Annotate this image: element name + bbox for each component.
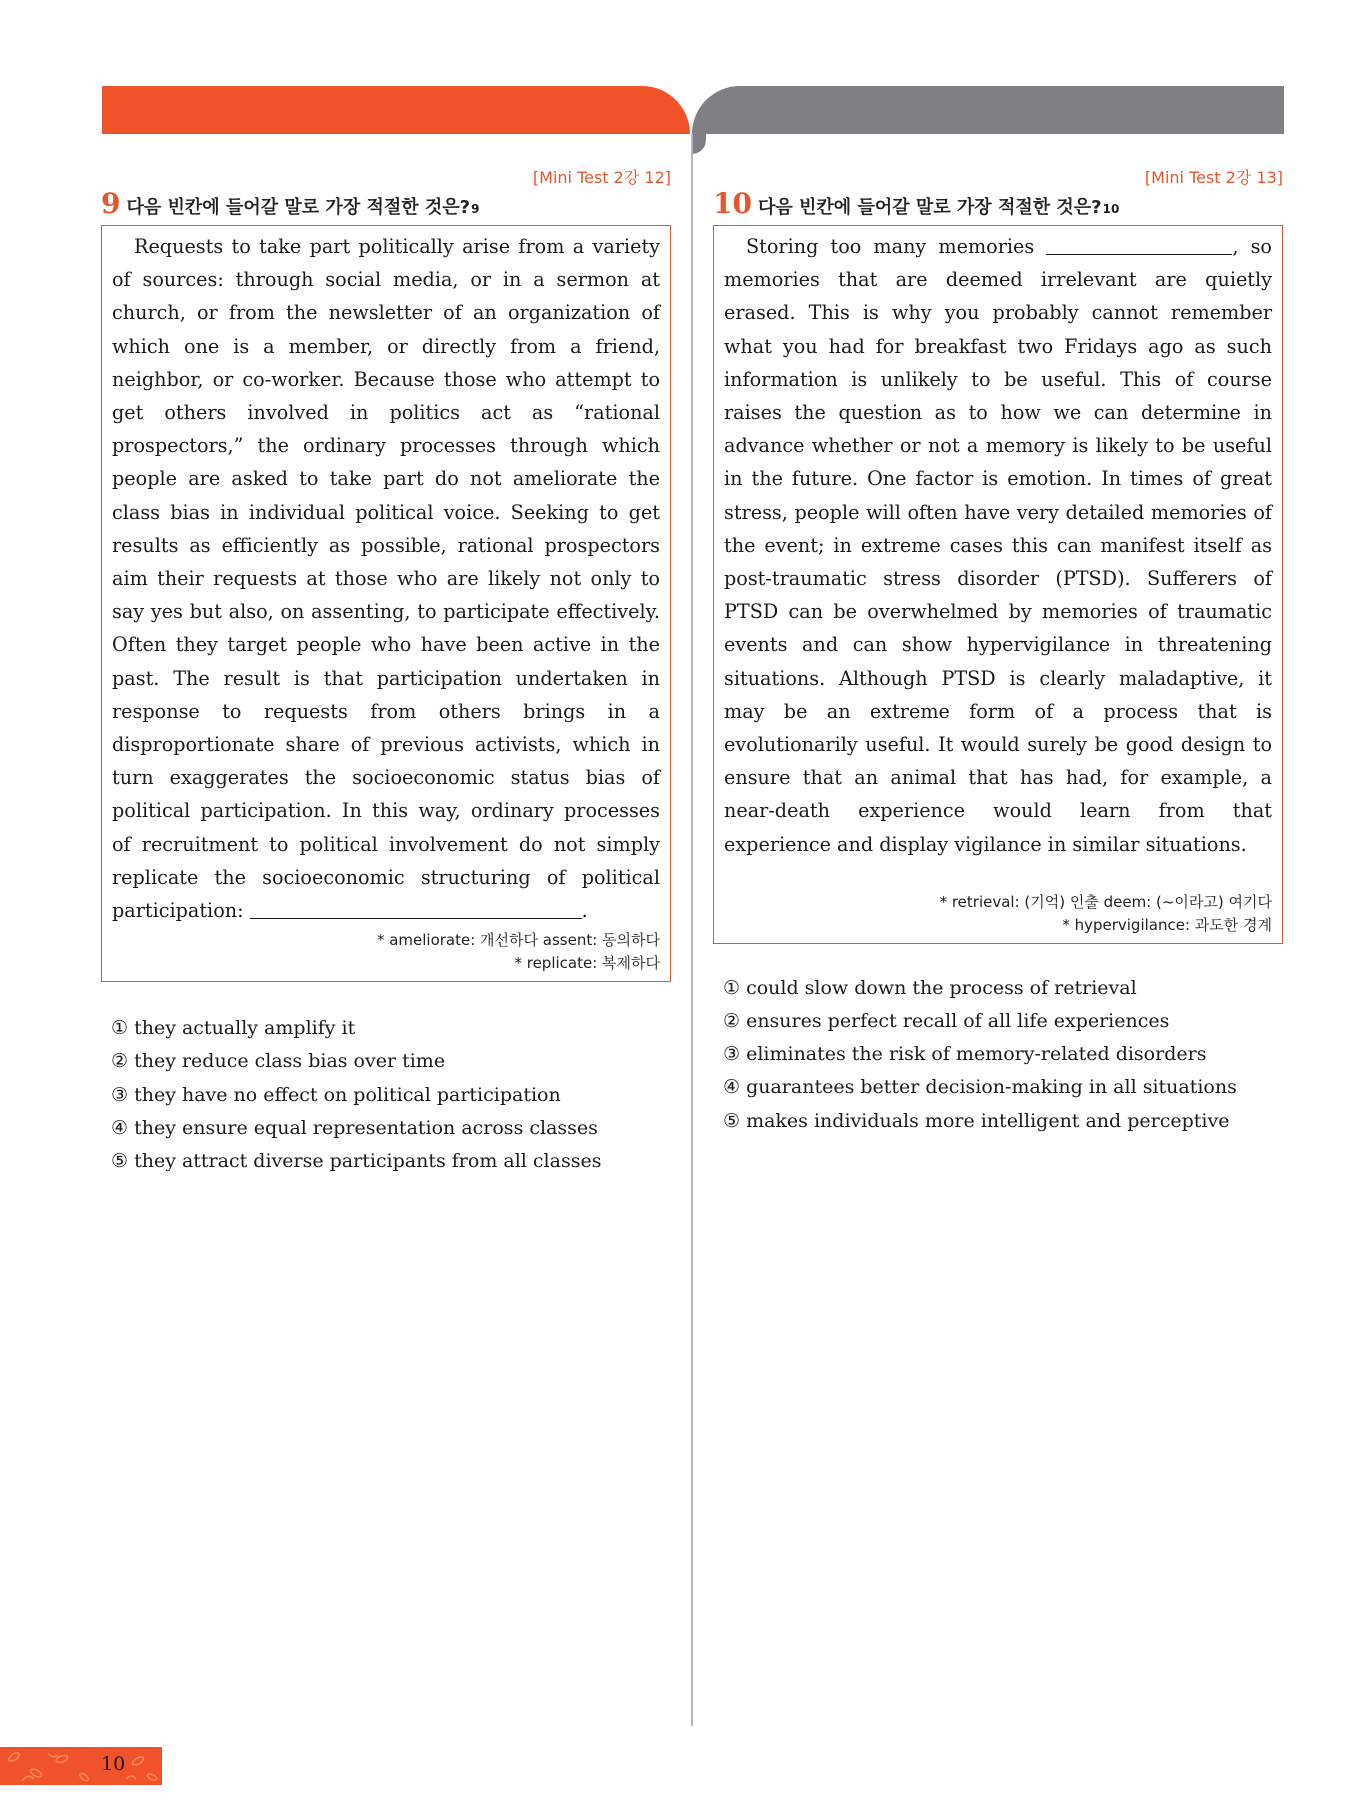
passage-before-blank: Storing too many memories (746, 235, 1047, 258)
glossary-line: * replicate: 복제하다 (514, 954, 660, 973)
glossary-line: * retrieval: (기억) 인출 deem: (~이라고) 여기다 (939, 892, 1272, 911)
page-number: 10 (101, 1753, 126, 1775)
glossary-line: * hypervigilance: 과도한 경계 (1062, 915, 1272, 934)
question-10 (713, 165, 1283, 1138)
answer-blank (250, 898, 582, 919)
answer-option-1[interactable]: ① could slow down the process of retrieval (723, 976, 1137, 999)
footer-decoration (0, 1747, 162, 1785)
passage-box (713, 225, 1283, 944)
question-superscript: 10 (1102, 202, 1120, 216)
question-source: [Mini Test 2강 13] (1144, 168, 1283, 187)
answer-option-3[interactable]: ③ eliminates the risk of memory-related disorders (723, 1043, 1207, 1066)
passage-text (724, 230, 1272, 861)
answer-option-4[interactable]: ④ they ensure equal representation across classes (111, 1116, 598, 1139)
passage-text (112, 230, 660, 927)
answer-blank (1046, 234, 1232, 255)
header-gray-tab (692, 86, 1284, 134)
question-header (101, 187, 671, 223)
question-prompt: 다음 빈칸에 들어갈 말로 가장 적절한 것은? (126, 197, 471, 218)
glossary (724, 891, 1272, 937)
answer-option-5[interactable]: ⑤ they attract diverse participants from all classes (111, 1150, 602, 1173)
column-divider (691, 134, 693, 1726)
question-header (713, 187, 1283, 223)
leaf-pattern-icon (0, 1747, 162, 1785)
question-number: 10 (713, 187, 752, 220)
passage-after-blank: , so memories that are deemed irrelevant are quietly erased. This is why you probably cannot remember what you had for breakfast two Fridays ago as such information is unlikely to be useful. This of course raises the question as to how we can determine in advance whether or not a memory is likely to be useful in the future. One factor is emotion. In times of great stress, people will often have very detailed memories of the event; in extreme cases this can manifest itself as post-traumatic stress disorder (PTSD). Sufferers of PTSD can be overwhelmed by memories of traumatic events and can show hypervigilance in threatening situations. Although PTSD is clearly maladaptive, it may be an extreme form of a process that is evolutionarily useful. It would surely be good design to ensure that an animal that has had, for example, a near-death experience would learn from that experience and display vigilance in similar situations. (724, 235, 1272, 856)
answer-option-5[interactable]: ⑤ makes individuals more intelligent and perceptive (723, 1109, 1230, 1132)
question-superscript: 9 (471, 202, 480, 216)
question-prompt: 다음 빈칸에 들어갈 말로 가장 적절한 것은? (757, 197, 1102, 218)
answer-options (101, 1012, 671, 1178)
answer-option-2[interactable]: ② ensures perfect recall of all life experiences (723, 1010, 1170, 1033)
answer-options (713, 972, 1283, 1138)
question-9 (101, 165, 671, 1178)
question-number: 9 (101, 187, 121, 220)
answer-option-3[interactable]: ③ they have no effect on political participation (111, 1083, 561, 1106)
answer-option-2[interactable]: ② they reduce class bias over time (111, 1050, 446, 1073)
answer-option-4[interactable]: ④ guarantees better decision-making in all situations (723, 1076, 1237, 1099)
question-source: [Mini Test 2강 12] (532, 168, 671, 187)
header-orange-tab (102, 86, 690, 134)
glossary-line: * ameliorate: 개선하다 assent: 동의하다 (376, 931, 660, 950)
passage-before-blank: Requests to take part politically arise from a variety of sources: through social media, or in a sermon at church, or from the newsletter of an organization of which one is a member, or directly from a friend, neighbor, or co-worker. Because those who attempt to get others involved in politics act as “rational prospectors,” the ordinary processes through which people are asked to take part do not ameliorate the class bias in individual political voice. Seeking to get results as efficiently as possible, rational prospectors aim their requests at those who are likely not only to say yes but also, on assenting, to participate effectively. Often they target people who have been active in the past. The result is that participation undertaken in response to requests from others brings in a disproportionate share of previous activists, which in turn exaggerates the socioeconomic status bias of political participation. In this way, ordinary processes of recruitment to political involvement do not simply replicate the socioeconomic structuring of political participation: (112, 235, 660, 923)
answer-option-1[interactable]: ① they actually amplify it (111, 1017, 356, 1040)
passage-after-blank: . (581, 899, 588, 923)
passage-box (101, 225, 671, 982)
glossary (112, 929, 660, 975)
header-gray-tab-notch (692, 134, 706, 154)
